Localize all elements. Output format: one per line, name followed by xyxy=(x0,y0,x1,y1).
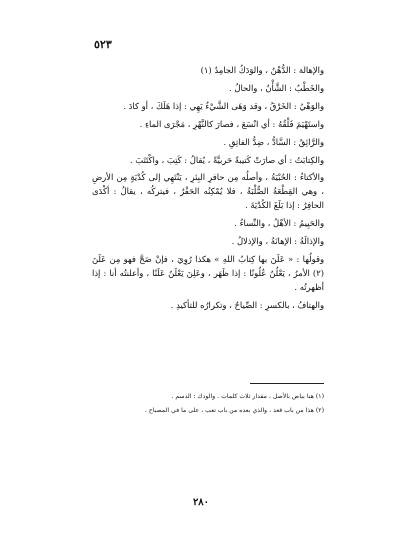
entry-istahyam: واستَهْيَمَ فَلْقُهُ : أي انْسَعَ ، فصارَ كالنَّهْرِ ، مَجْرَى الماءِ . xyxy=(139,118,324,129)
footer-page-number: ٢٨٠ xyxy=(192,497,210,508)
footnote-1: (١) هنا بياض بالأصل ، مقدار ثلاث كلمات . والودك : الدسم . xyxy=(171,393,324,400)
entry-hitaf: والهتافُ ، بالكسرِ : الصِّياحُ ، وتكرارُه للتأكيدِ . xyxy=(170,299,324,310)
entry-akta: والأكتاءُ : الحُبْيَةُ ، وأصلُه مِن حافرِ البِئرِ ، يَنْتَهِي إلى كُدْيَةٍ مِن الأرضِ ، وهي القِطْعَةُ الصُّلْبَةُ ، فلا يُمْكِنُه الحَفْرُ ، فيتركُه ، يقالُ : أكْدَى الحافِرُ : إذا بَلَغَ الكُدْيَةَ . xyxy=(92,172,324,211)
entry-idhala: والإذالَةُ : الإهانَةُ ، والإذلالُ . xyxy=(231,236,324,247)
footnotes xyxy=(92,390,324,418)
entry-ihala: والإهالة : الدُّهْنُ ، والوَدَكُ الجامِدُ (١) xyxy=(200,65,324,75)
entry-kitabat: والكِتابَتُ : أي صارَتْ كَتيبةً حَربيَّةً ، يُقالُ : كَتِبَ ، واكْتَتَبَ . xyxy=(129,154,324,165)
entry-hayim: والحَيِيمُ : الأهْلُ ، والنِّساءُ . xyxy=(234,218,324,229)
footnote-divider xyxy=(250,383,324,384)
entry-khatb: والخَطْبُ : الشَّأْنُ ، والحالُ . xyxy=(229,82,324,93)
main-text xyxy=(92,64,324,317)
footnote-2: (٢) هذا من باب قعد ، والذي بعده من باب تعب ، على ما في المصباح . xyxy=(144,407,324,414)
header-page-number: ٥٢٣ xyxy=(94,38,112,51)
entry-alana: وقولُها : « عَلَنَ بها كِتابُ اللهِ » هكذا رُوِيَ ، فإنْ صَحَّ فهو مِن عَلَنَ (٢) الأمرُ ، يَعْلُنُ عُلُونًا : إذا ظَهَر ، وعَلِنَ يَعْلَنُ عَلَنًا ، وأعلنتُه أنا : إذا أظهرتُه . xyxy=(92,253,324,292)
entry-raiq: والرَّائِقُ : السَّادُّ ، ضِدُّ الفاتِقِ . xyxy=(223,136,324,147)
entry-wahy: والوَهْيُ : الخَرْقُ ، وقد وَهَى الشَّيْءُ يَهِي : إذا هَلَكَ ، أو كادَ . xyxy=(123,100,324,111)
